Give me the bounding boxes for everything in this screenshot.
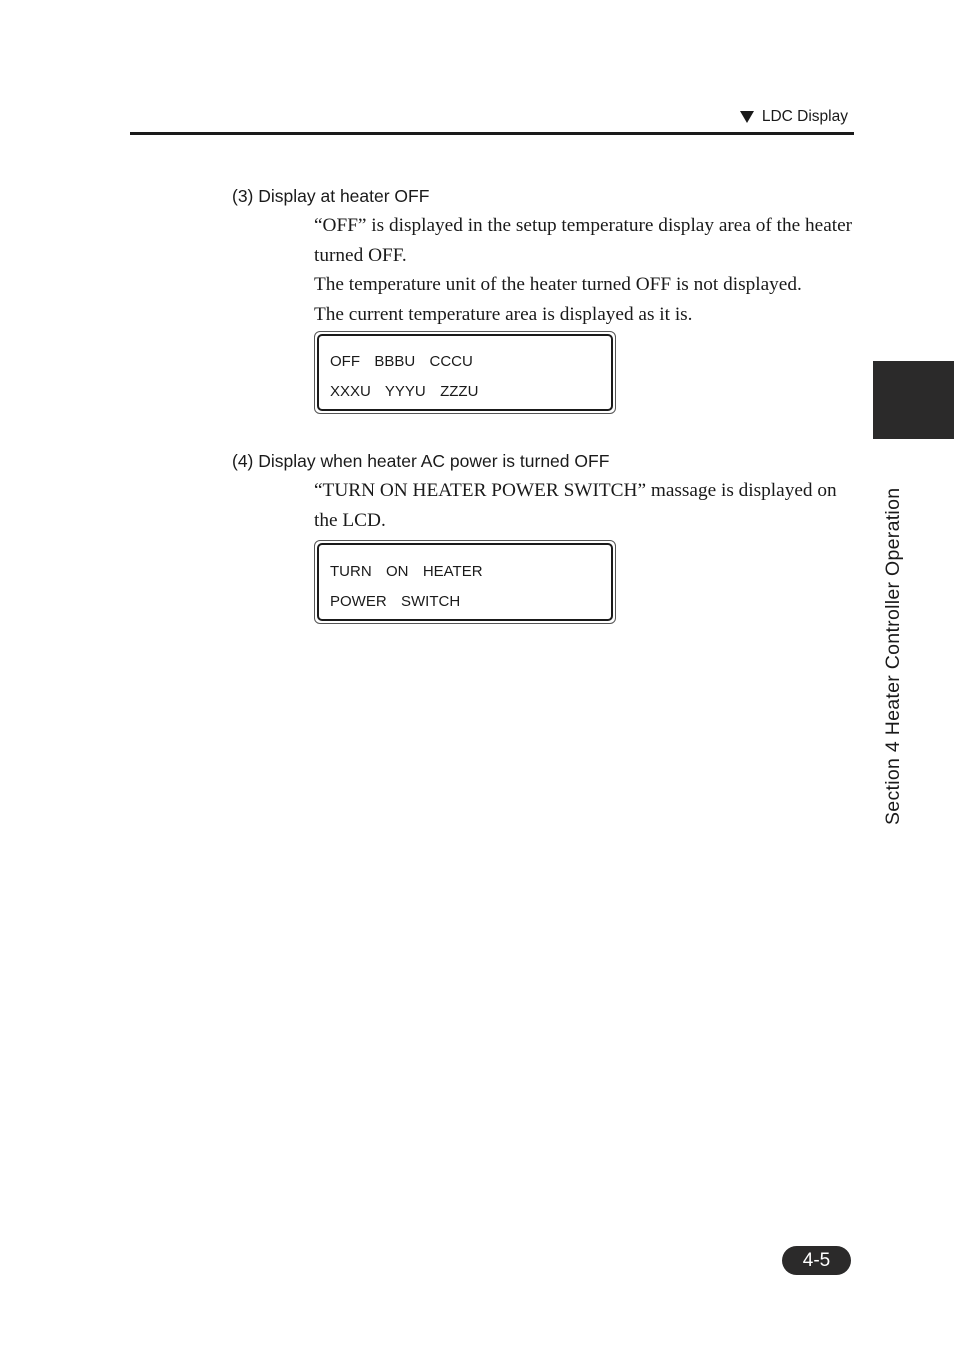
header-text: LDC Display — [761, 108, 848, 125]
lcd-line-2: POWER SWITCH — [330, 593, 461, 610]
section-heading-3: (3) Display at heater OFF — [232, 186, 430, 206]
section-heading-4: (4) Display when heater AC power is turned OFF — [232, 451, 610, 471]
paragraph: The temperature unit of the heater turned OFF is not displayed. — [314, 274, 802, 295]
lcd-screen — [317, 543, 613, 621]
lcd-line-1: OFF BBBU CCCU — [330, 353, 473, 370]
page-number: 4-5 — [782, 1246, 851, 1275]
paragraph: The current temperature area is displayed as it is. — [314, 303, 693, 325]
lcd-screen — [317, 334, 613, 411]
triangle-down-icon — [740, 111, 754, 123]
section-body-3 — [314, 211, 854, 329]
section-tab-marker — [873, 361, 954, 439]
lcd-line-2: XXXU YYYU ZZZU — [330, 383, 479, 400]
lcd-display-power-off — [314, 540, 616, 624]
paragraph: “TURN ON HEATER POWER SWITCH” massage is displayed on the LCD. — [314, 480, 837, 531]
section-body-4 — [314, 476, 854, 535]
running-header — [130, 106, 854, 135]
paragraph: “OFF” is displayed in the setup temperature display area of the heater turned OFF. — [314, 215, 853, 266]
lcd-display-heater-off — [314, 331, 616, 414]
section-tab-label: Section 4 Heater Controller Operation — [882, 487, 904, 825]
header-label — [740, 108, 848, 126]
lcd-line-1: TURN ON HEATER — [330, 563, 483, 580]
